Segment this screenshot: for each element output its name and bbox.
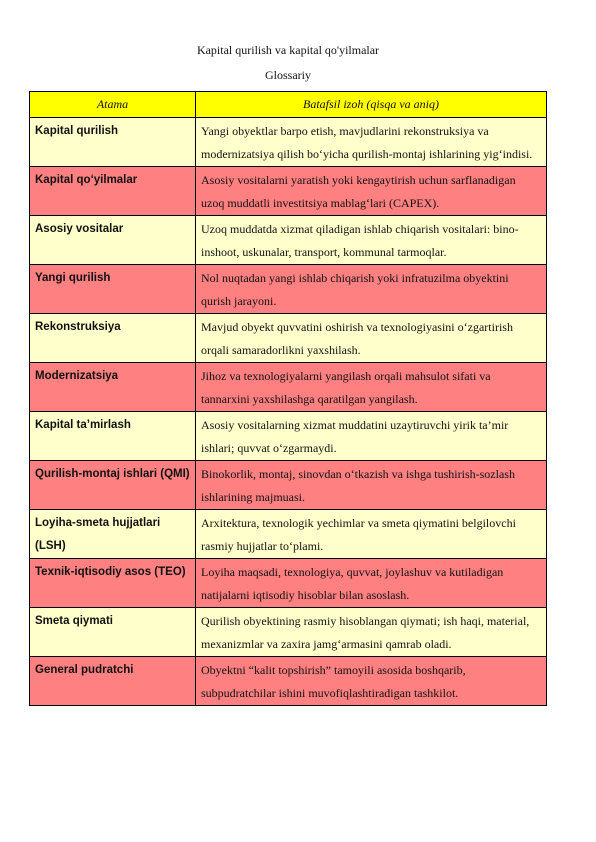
table-header-row — [30, 92, 547, 118]
table-row — [30, 461, 547, 510]
term-cell: Modernizatsiya — [30, 363, 196, 412]
term-cell: Smeta qiymati — [30, 608, 196, 657]
table-row — [30, 118, 547, 167]
term-cell: Loyiha-smeta hujjatlari (LSH) — [30, 510, 196, 559]
table-row — [30, 167, 547, 216]
term-cell: Kapital qo‘yilmalar — [30, 167, 196, 216]
table-row — [30, 559, 547, 608]
definition-cell: Loyiha maqsadi, texnologiya, quvvat, joylashuv va kutiladigan natijalarni iqtisodiy hisoblar bilan asoslash. — [196, 559, 547, 608]
definition-cell: Mavjud obyekt quvvatini oshirish va texnologiyasini o‘zgartirish orqali samaradorlikni yaxshilash. — [196, 314, 547, 363]
table-row — [30, 608, 547, 657]
term-cell: Kapital ta’mirlash — [30, 412, 196, 461]
definition-cell: Qurilish obyektining rasmiy hisoblangan qiymati; ish haqi, material, mexanizmlar va zaxira jamg‘armasini qamrab oladi. — [196, 608, 547, 657]
definition-cell: Yangi obyektlar barpo etish, mavjudlarini rekonstruksiya va modernizatsiya qilish bo‘yicha qurilish-montaj ishlarining yig‘indisi. — [196, 118, 547, 167]
definition-cell: Jihoz va texnologiyalarni yangilash orqali mahsulot sifati va tannarxini yaxshilashga qaratilgan yangilash. — [196, 363, 547, 412]
definition-cell: Uzoq muddatda xizmat qiladigan ishlab chiqarish vositalari: bino-inshoot, uskunalar, transport, kommunal tarmoqlar. — [196, 216, 547, 265]
term-cell: Qurilish-montaj ishlari (QMI) — [30, 461, 196, 510]
table-row — [30, 510, 547, 559]
term-cell: Rekonstruksiya — [30, 314, 196, 363]
definition-cell: Arxitektura, texnologik yechimlar va smeta qiymatini belgilovchi rasmiy hujjatlar to‘plami. — [196, 510, 547, 559]
definition-cell: Nol nuqtadan yangi ishlab chiqarish yoki infratuzilma obyektini qurish jarayoni. — [196, 265, 547, 314]
document-subtitle: Glossariy — [265, 68, 311, 82]
definition-cell: Binokorlik, montaj, sinovdan o‘tkazish va ishga tushirish-sozlash ishlarining majmuasi. — [196, 461, 547, 510]
column-header-term: Atama — [30, 92, 196, 118]
table-row — [30, 363, 547, 412]
term-cell: Kapital qurilish — [30, 118, 196, 167]
definition-cell: Obyektni “kalit topshirish” tamoyili asosida boshqarib, subpudratchilar ishini muvofiqlashtiradigan tashkilot. — [196, 657, 547, 706]
definition-cell: Asosiy vositalarni yaratish yoki kengaytirish uchun sarflanadigan uzoq muddatli investitsiya mablag‘lari (CAPEX). — [196, 167, 547, 216]
term-cell: Yangi qurilish — [30, 265, 196, 314]
term-cell: Asosiy vositalar — [30, 216, 196, 265]
table-row — [30, 412, 547, 461]
definition-cell: Asosiy vositalarning xizmat muddatini uzaytiruvchi yirik ta’mir ishlari; quvvat o‘zgarmaydi. — [196, 412, 547, 461]
table-row — [30, 216, 547, 265]
document-title: Kapital qurilish va kapital qo'yilmalar — [196, 43, 380, 57]
table-row — [30, 265, 547, 314]
column-header-definition: Batafsil izoh (qisqa va aniq) — [196, 92, 547, 118]
table-row — [30, 314, 547, 363]
term-cell: Texnik-iqtisodiy asos (TEO) — [30, 559, 196, 608]
glossary-table — [29, 91, 547, 706]
term-cell: General pudratchi — [30, 657, 196, 706]
table-row — [30, 657, 547, 706]
